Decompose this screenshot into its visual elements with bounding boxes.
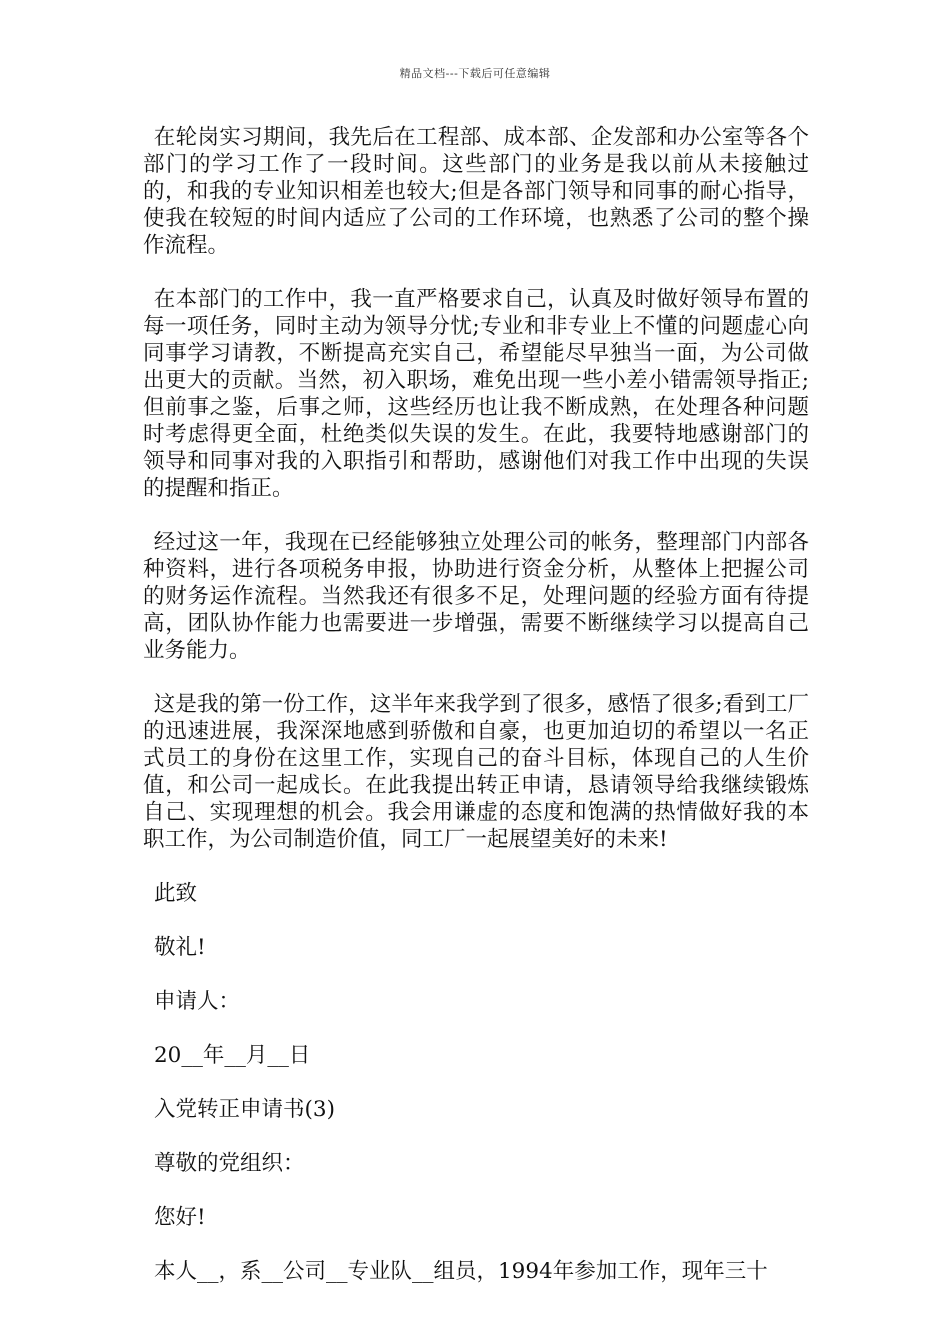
document-body [143,124,809,1312]
paragraph-rotation-internship: 在轮岗实习期间，我先后在工程部、成本部、企发部和办公室等各个部门的学习工作了一段时间。这些部门的业务是我以前从未接触过的，和我的专业知识相差也较大;但是各部门领导和同事的耐心指导，使我在较短的时间内适应了公司的工作环境，也熟悉了公司的整个操作流程。 [143,125,809,258]
closing-salutation: 此致 [154,881,198,906]
paragraph-department-work: 在本部门的工作中，我一直严格要求自己，认真及时做好领导布置的每一项任务，同时主动为领导分忧;专业和非专业上不懂的问题虚心向同事学习请教，不断提高充实自己，希望能尽早独当一面，为公司做出更大的贡献。当然，初入职场，难免出现一些小差小错需领导指正;但前事之鉴，后事之师，这些经历也让我不断成熟，在处理各种问题时考虑得更全面，杜绝类似失误的发生。在此，我要特地感谢部门的领导和同事对我的入职指引和帮助，感谢他们对我工作中出现的失误的提醒和指正。 [143,287,809,501]
applicant-label: 申请人： [154,989,241,1014]
closing-regards: 敬礼! [154,935,206,960]
date-line: 20__年__月__日 [154,1043,311,1068]
greeting-organization: 尊敬的党组织： [154,1151,305,1176]
intro-line: 本人__，系__公司__专业队__组员，1994年参加工作，现年三十 [154,1259,768,1284]
section-title: 入党转正申请书(3) [154,1097,335,1122]
paragraph-first-job: 这是我的第一份工作，这半年来我学到了很多，感悟了很多;看到工厂的迅速进展，我深深地感到骄傲和自豪，也更加迫切的希望以一名正式员工的身份在这里工作，实现自己的奋斗目标，体现自己的人生价值，和公司一起成长。在此我提出转正申请，恳请领导给我继续锻炼自己、实现理想的机会。我会用谦虚的态度和饱满的热情做好我的本职工作，为公司制造价值，同工厂一起展望美好的未来! [143,692,809,852]
greeting-hello: 您好! [154,1205,206,1230]
paragraph-year-progress: 经过这一年，我现在已经能够独立处理公司的帐务，整理部门内部各种资料，进行各项税务申报，协助进行资金分析，从整体上把握公司的财务运作流程。当然我还有很多不足，处理问题的经验方面有待提高，团队协作能力也需要进一步增强，需要不断继续学习以提高自己业务能力。 [143,530,809,663]
page-header: 精品文档---下载后可任意编辑 [399,67,551,80]
